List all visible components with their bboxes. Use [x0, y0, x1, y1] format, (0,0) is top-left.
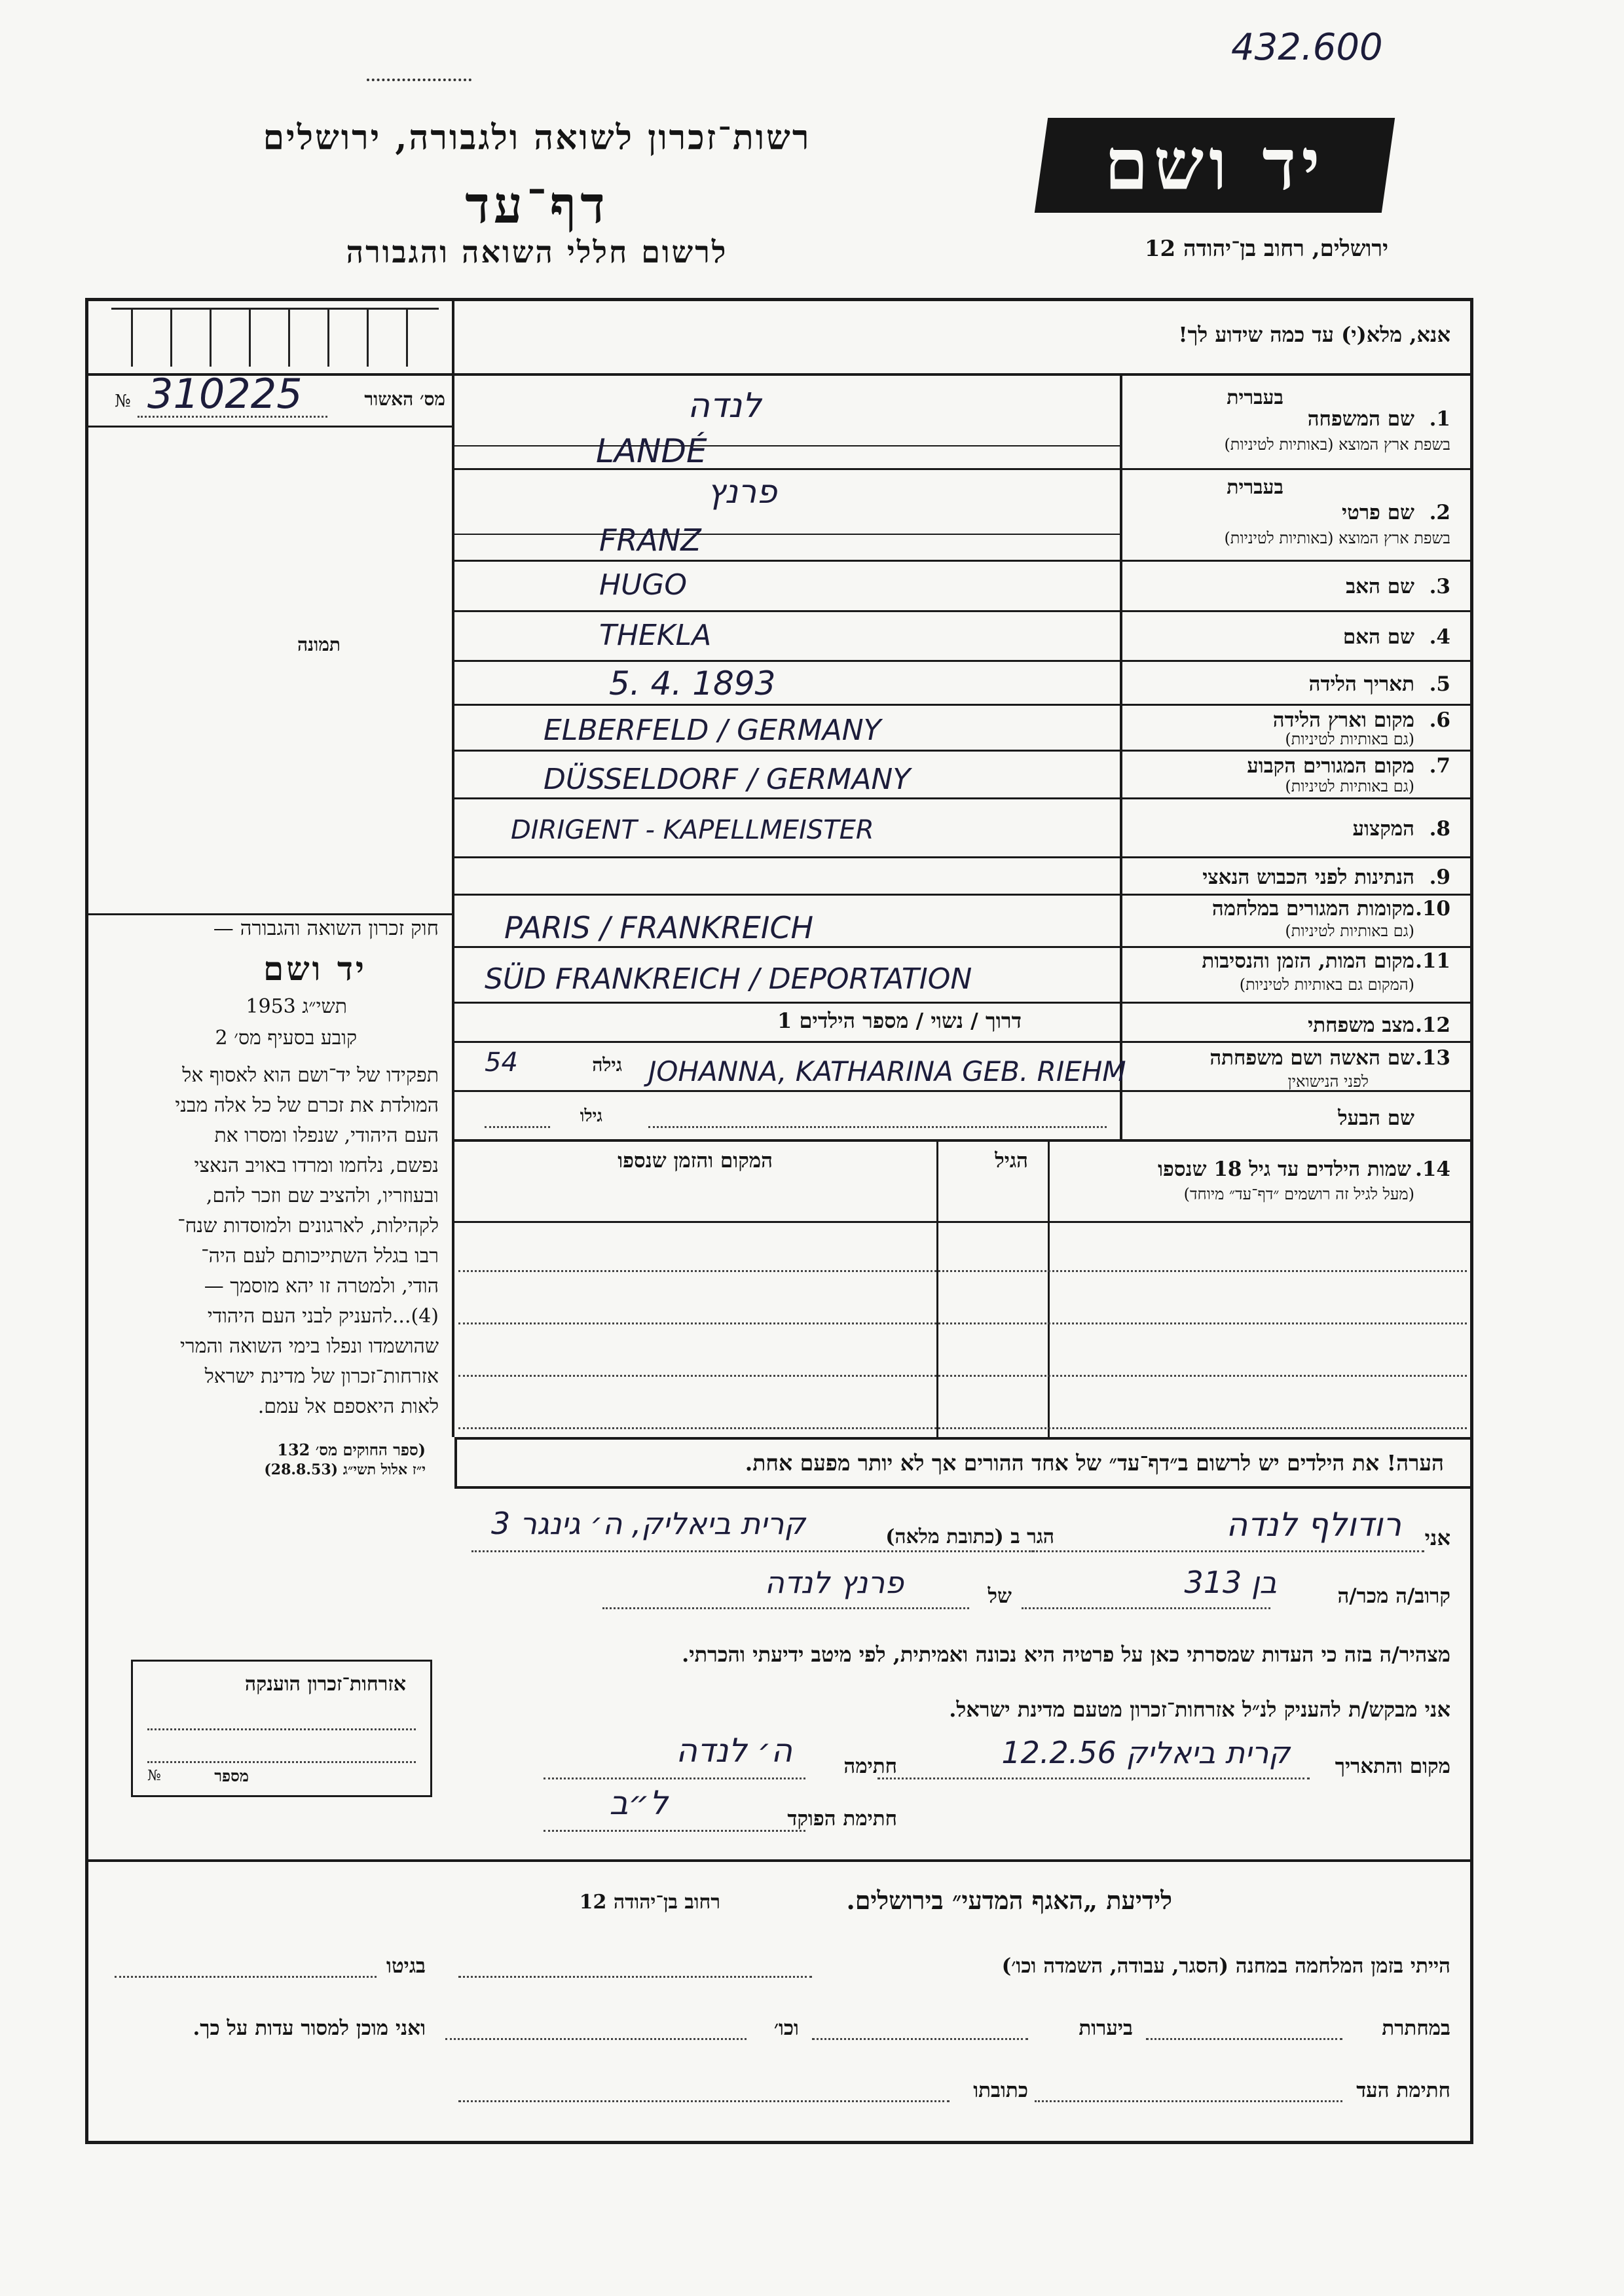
ink-smudge	[367, 79, 471, 94]
decl-ani: אני	[1424, 1525, 1450, 1550]
form-subtitle: לרשום חללי השואה והגבורה	[346, 234, 728, 270]
instruction-text: אנא, מלא(י) עד כמה שידוע לך!	[1178, 322, 1450, 347]
field6-sub: (גם באותיות לטיניות)	[1285, 730, 1414, 748]
children-num: 14.	[1415, 1157, 1450, 1181]
field6-label: מקום וארץ הלידה	[1272, 708, 1414, 732]
photo-label: תמונה	[297, 634, 341, 655]
approval-label: מס׳ האשור	[364, 388, 445, 410]
husband-label: שם הבעל	[1338, 1106, 1414, 1130]
field13-age: 54	[485, 1048, 518, 1078]
law-clause: קובע בסעיף מס׳ 2	[215, 1027, 357, 1049]
children-row	[458, 1322, 1467, 1324]
field11-sub: (המקום גם באותיות לטיניות)	[1239, 975, 1414, 994]
decl-resides-label: הגר ב (כתובת מלאה)	[885, 1525, 1054, 1548]
approval-comb	[111, 308, 445, 370]
law-line: לקהילות, לארגונים ולמוסדות שנח־	[177, 1214, 439, 1237]
children-row	[458, 1270, 1467, 1272]
field4-label: שם האם	[1342, 625, 1414, 649]
field12-num: 12.	[1415, 1013, 1450, 1037]
note-text: הערה! את הילדים יש לרשום ב״דף־עד״ של אחד ההורים אך לא יותר מפעם אחת.	[745, 1450, 1444, 1476]
decl-signature: ה׳ לנדה	[676, 1732, 792, 1770]
law-line: (4)...להעניק לבני העם היהודי	[207, 1305, 439, 1328]
field5-label: תאריך הלידה	[1308, 672, 1414, 696]
field4-num: 4.	[1429, 625, 1450, 649]
citizenship-no-sign: №	[147, 1768, 161, 1784]
logo-address: ירושלים, רחוב בן־יהודה 12	[1144, 236, 1388, 262]
field11-num: 11.	[1415, 949, 1450, 973]
field2-sub: בשפת ארץ המוצא (באותיות לטיניות)	[1224, 529, 1450, 547]
citizenship-title: אזרחות־זכרון הוענקה	[244, 1673, 406, 1696]
footer-address: רחוב בן־יהודה 12	[579, 1891, 720, 1914]
official-signature: ל״ב	[609, 1784, 668, 1822]
field6-value: ELBERFELD / GERMANY	[544, 714, 881, 747]
field8-label: המקצוע	[1352, 817, 1414, 841]
law-line: ובעוזריו, ולהציב שם וזכר להם,	[206, 1184, 439, 1207]
footer-witness-sig: חתימת העד	[1356, 2079, 1450, 2102]
field2-value: FRANZ	[599, 522, 701, 558]
field8-num: 8.	[1429, 817, 1450, 841]
field13-age-label: גילה	[592, 1054, 622, 1076]
field13-label: שם האשה ושם משפחתה	[1209, 1046, 1414, 1070]
citizenship-number-label: מספר	[214, 1766, 249, 1785]
footer-address-label: כתובתו	[973, 2079, 1028, 2102]
footer-underground: במחתרת	[1382, 2016, 1450, 2040]
footer-line1: הייתי בזמן המלחמה במחנה (הסגר, עבודה, השמדה וכו׳)	[1001, 1954, 1450, 1978]
field12-label: מצב משפחתי	[1308, 1013, 1414, 1037]
decl-of-name: פרנץ לנדה	[764, 1565, 904, 1600]
law-name: יד ושם	[263, 949, 367, 988]
decl-place-date-label: מקום והתאריך	[1335, 1755, 1450, 1778]
law-line: לאות היאספם אל עמם.	[257, 1395, 439, 1418]
field1-num: 1.	[1429, 407, 1450, 431]
field1-value-hebrew: לנדה	[688, 386, 762, 426]
law-line: שהושמדו ונפלו בימי השואה והמרי	[179, 1335, 439, 1358]
field13-num: 13.	[1415, 1046, 1450, 1070]
field8-value: DIRIGENT - KAPELLMEISTER	[511, 815, 874, 845]
field7-num: 7.	[1429, 754, 1450, 778]
children-row	[458, 1375, 1467, 1377]
law-line: תפקידו של יד־ושם הוא לאסוף אל	[182, 1064, 439, 1087]
footer-ghetto: בגיטו	[386, 1954, 426, 1978]
field3-value: HUGO	[599, 568, 688, 602]
law-ref1: (ספר החוקים מס׳ 132	[277, 1440, 426, 1459]
field7-sub: (גם באותיות לטיניות)	[1285, 777, 1414, 795]
law-ref2: י״ז אלול תשי״ג (28.8.53)	[264, 1461, 426, 1478]
husband-age-label: גילו	[580, 1106, 602, 1126]
field13-sub: לפני הנישואין	[1287, 1072, 1369, 1091]
law-line: המולדת את זכרם של כל אלה מבני	[175, 1094, 439, 1117]
decl-name: רודולף לנדה	[1226, 1506, 1401, 1544]
children-label: שמות הילדים עד גיל 18 שנספו	[1158, 1157, 1411, 1181]
field7-label: מקום המגורים הקבוע	[1247, 754, 1414, 778]
law-line: רבו בגלל השתייכותם לעם היה־	[201, 1245, 439, 1267]
decl-relation: בן 313	[1184, 1565, 1277, 1600]
law-line: נפשם, נלחמו ומרדו באויב הנאצי	[194, 1154, 439, 1177]
field9-label: הנתינות לפני הכבוש הנאצי	[1202, 866, 1414, 889]
footer-heading: לידיעת „האגף המדעי״ בירושלים.	[846, 1886, 1172, 1915]
org-name: רשות־זכרון לשואה ולגבורה, ירושלים	[263, 118, 811, 158]
decl-address: קרית ביאליק, ה׳ גינגר 3	[491, 1506, 805, 1541]
field11-label: מקום המות, הזמן והנסיבות	[1202, 949, 1414, 973]
field1-label: שם המשפחה	[1307, 407, 1414, 431]
law-line: הודי, ולמטרה זו יהא מוסמך —	[204, 1275, 439, 1298]
approval-number: 310225	[147, 370, 303, 418]
footer-forests: ביערות	[1079, 2016, 1133, 2040]
decl-signature-label: חתימה	[843, 1755, 897, 1778]
children-place-header: המקום והזמן שנספו	[618, 1149, 773, 1173]
official-signature-label: חתימת הפוקד	[787, 1807, 897, 1831]
field7-value: DÜSSELDORF / GERMANY	[544, 763, 911, 796]
children-row	[458, 1427, 1467, 1429]
law-line: אזרחות־זכרון של מדינת ישראל	[204, 1365, 439, 1388]
field10-sub: (גם באותיות לטיניות)	[1285, 922, 1414, 940]
field10-label: מקומות המגורים במלחמה	[1211, 897, 1414, 920]
field10-value: PARIS / FRANKREICH	[504, 910, 814, 945]
decl-of: של	[987, 1584, 1012, 1608]
field9-num: 9.	[1429, 866, 1450, 889]
law-year: תשי״ג 1953	[246, 995, 347, 1018]
field5-num: 5.	[1429, 672, 1450, 696]
field3-num: 3.	[1429, 575, 1450, 598]
yad-vashem-logo: יד ושם	[1035, 118, 1395, 213]
field2-value-hebrew: פרנץ	[707, 473, 777, 511]
field2-hebrew-tag: בעברית	[1227, 476, 1283, 499]
field1-hebrew-tag: בעברית	[1227, 386, 1283, 409]
field12-value: דרוך / נשוי / מספר הילדים 1	[777, 1008, 1022, 1033]
archive-number: 432.600	[1231, 26, 1383, 69]
decl-statement: מצהיר/ה בזה כי העדות שמסרתי כאן על פרטיה היא נכונה ואמיתית, לפי מיטב ידיעתי והכרתי.	[682, 1642, 1450, 1667]
decl-place-date: קרית ביאליק 12.2.56	[1001, 1735, 1290, 1770]
field2-num: 2.	[1429, 501, 1450, 524]
approval-no-sign: №	[115, 392, 131, 411]
field2-label: שם פרטי	[1341, 501, 1414, 524]
law-title: חוק זכרון השואה והגבורה —	[213, 917, 439, 940]
field1-sub: בשפת ארץ המוצא (באותיות לטיניות)	[1224, 435, 1450, 454]
decl-request: אני מבקש/ת להעניק לנ״ל אזרחות־זכרון מטעם מדינת ישראל.	[949, 1697, 1450, 1722]
field3-label: שם האב	[1346, 575, 1414, 598]
field11-value: SÜD FRANKREICH / DEPORTATION	[485, 962, 972, 996]
decl-relative-label: קרוב/ה מכר/ה	[1337, 1584, 1450, 1608]
field5-value: 5. 4. 1893	[609, 665, 776, 702]
field10-num: 10.	[1415, 897, 1450, 920]
field6-num: 6.	[1429, 708, 1450, 732]
footer-etc: וכו׳	[773, 2016, 799, 2040]
children-sub: (מעל לגיל זה רושמים ״דף־עד״ מיוחד)	[1183, 1185, 1414, 1203]
children-age-header: הגיל	[995, 1149, 1028, 1173]
footer-willing: ואני מוכן למסור עדות על כך.	[193, 2016, 426, 2040]
field13-value: JOHANNA, KATHARINA GEB. RIEHM	[648, 1055, 1126, 1087]
law-line: העם היהודי, שנפלו ומסרו את	[214, 1124, 439, 1147]
form-title: דף־עד	[465, 175, 609, 235]
field1-value: LANDÉ	[596, 432, 707, 470]
field4-value: THEKLA	[599, 619, 712, 652]
